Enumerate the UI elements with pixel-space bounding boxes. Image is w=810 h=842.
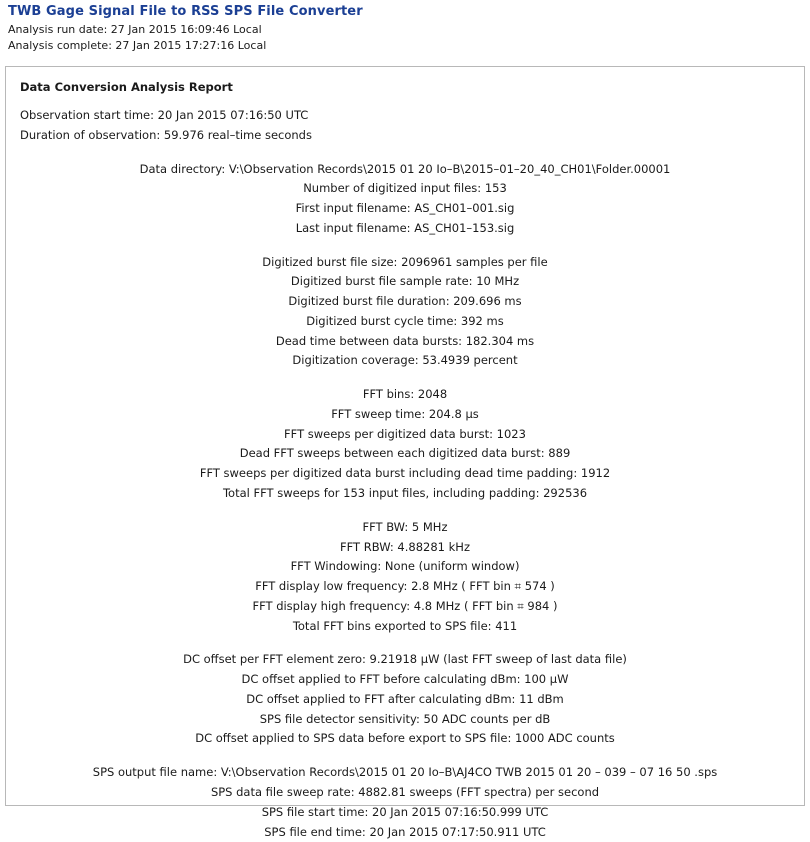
report-spacer xyxy=(6,636,804,650)
report-line: DC offset per FFT element zero: 9.21918 μW (last FFT sweep of last data file) xyxy=(6,650,804,670)
report-line: SPS file start time: 20 Jan 2015 07:16:50.999 UTC xyxy=(6,803,804,823)
report-line: First input filename: AS_CH01–001.sig xyxy=(6,199,804,219)
report-line: Digitized burst file size: 2096961 samples per file xyxy=(6,253,804,273)
report-line: Number of digitized input files: 153 xyxy=(6,179,804,199)
report-line: Digitized burst cycle time: 392 ms xyxy=(6,312,804,332)
report-line: FFT Windowing: None (uniform window) xyxy=(6,557,804,577)
report-group xyxy=(6,106,804,146)
report-line: Last input filename: AS_CH01–153.sig xyxy=(6,219,804,239)
report-line: SPS output file name: V:\Observation Records\2015 01 20 Io–B\AJ4CO TWB 2015 01 20 – 039 – 07 16 50 .sps xyxy=(6,763,804,783)
report-spacer xyxy=(6,504,804,518)
report-spacer xyxy=(6,146,804,160)
report-line: FFT bins: 2048 xyxy=(6,385,804,405)
report-panel xyxy=(5,66,805,806)
report-line: Duration of observation: 59.976 real–time seconds xyxy=(6,126,804,146)
report-line: FFT RBW: 4.88281 kHz xyxy=(6,538,804,558)
analysis-run-date: Analysis run date: 27 Jan 2015 16:09:46 Local xyxy=(8,22,802,38)
report-spacer xyxy=(6,749,804,763)
report-line: FFT sweeps per digitized data burst: 1023 xyxy=(6,425,804,445)
report-spacer xyxy=(6,239,804,253)
report-group xyxy=(6,385,804,504)
report-line: FFT display high frequency: 4.8 MHz ( FFT bin ⌗ 984 ) xyxy=(6,597,804,617)
report-line: DC offset applied to FFT after calculating dBm: 11 dBm xyxy=(6,690,804,710)
report-group xyxy=(6,650,804,749)
report-line: Observation start time: 20 Jan 2015 07:16:50 UTC xyxy=(6,106,804,126)
report-line: FFT sweeps per digitized data burst including dead time padding: 1912 xyxy=(6,464,804,484)
report-line: FFT sweep time: 204.8 μs xyxy=(6,405,804,425)
report-group xyxy=(6,160,804,239)
report-group xyxy=(6,518,804,637)
report-line: SPS file detector sensitivity: 50 ADC counts per dB xyxy=(6,710,804,730)
report-line: DC offset applied to FFT before calculating dBm: 100 μW xyxy=(6,670,804,690)
report-line: Digitized burst file sample rate: 10 MHz xyxy=(6,272,804,292)
report-line: Dead time between data bursts: 182.304 ms xyxy=(6,332,804,352)
report-line: Total FFT sweeps for 153 input files, including padding: 292536 xyxy=(6,484,804,504)
page-title: TWB Gage Signal File to RSS SPS File Converter xyxy=(8,4,802,19)
report-line: Total FFT bins exported to SPS file: 411 xyxy=(6,617,804,637)
report-line: Digitized burst file duration: 209.696 ms xyxy=(6,292,804,312)
report-line: Dead FFT sweeps between each digitized data burst: 889 xyxy=(6,444,804,464)
report-title: Data Conversion Analysis Report xyxy=(20,80,804,94)
report-line: SPS data file sweep rate: 4882.81 sweeps (FFT spectra) per second xyxy=(6,783,804,803)
report-line: DC offset applied to SPS data before export to SPS file: 1000 ADC counts xyxy=(6,729,804,749)
report-line: Data directory: V:\Observation Records\2015 01 20 Io–B\2015–01–20_40_CH01\Folder.00001 xyxy=(6,160,804,180)
report-line: FFT display low frequency: 2.8 MHz ( FFT bin ⌗ 574 ) xyxy=(6,577,804,597)
report-body xyxy=(6,106,804,842)
report-line: Digitization coverage: 53.4939 percent xyxy=(6,351,804,371)
report-spacer xyxy=(6,371,804,385)
report-group xyxy=(6,253,804,372)
report-line: SPS file end time: 20 Jan 2015 07:17:50.911 UTC xyxy=(6,823,804,842)
analysis-complete-time: Analysis complete: 27 Jan 2015 17:27:16 Local xyxy=(8,38,802,54)
report-group xyxy=(6,763,804,842)
window-header xyxy=(0,0,810,54)
report-line: FFT BW: 5 MHz xyxy=(6,518,804,538)
